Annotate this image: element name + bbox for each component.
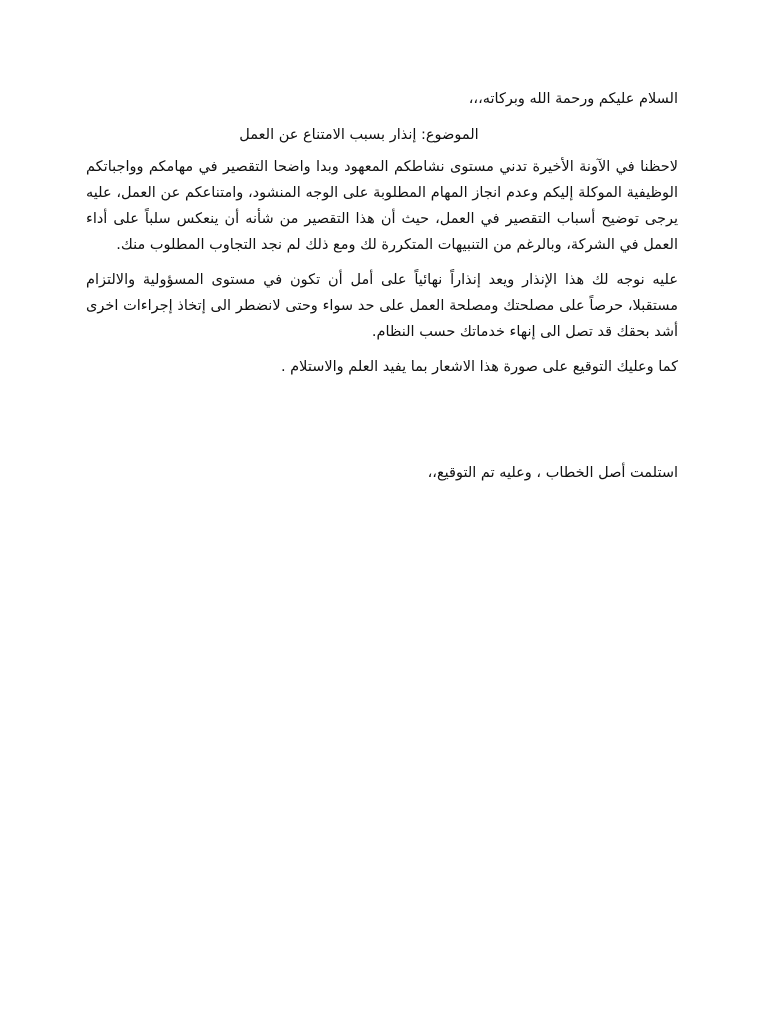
warning-letter xyxy=(86,86,678,486)
body-paragraph-signature-request: كما وعليك التوقيع على صورة هذا الاشعار بما يفيد العلم والاستلام . xyxy=(280,359,678,375)
greeting-line: السلام عليكم ورحمة الله وبركاته،،، xyxy=(468,91,678,107)
receipt-acknowledgement: استلمت أصل الخطاب ، وعليه تم التوقيع،، xyxy=(427,465,678,481)
body-paragraph-final-warning: عليه نوجه لك هذا الإنذار ويعد إنذاراً نهائياً على أمل أن تكون في مستوى المسؤولية والالتزام مستقبلا، حرصاً على مصلحتك ومصلحة العمل على حد سواء وحتى لانضطر الى إتخاذ إجراءات اخرى أشد بحقك قد تصل الى إنهاء خدماتك حسب النظام. xyxy=(86,272,678,340)
subject-line: الموضوع: إنذار بسبب الامتناع عن العمل xyxy=(239,127,479,143)
body-paragraph-observation: لاحظنا في الآونة الأخيرة تدني مستوى نشاطكم المعهود وبدا واضحا التقصير في مهامكم وواجباتكم الوظيفية الموكلة إليكم وعدم انجاز المهام المطلوبة على الوجه المنشود، وامتناعكم عن العمل، عليه يرجى توضيح أسباب التقصير في العمل، حيث أن هذا التقصير من شأنه أن ينعكس سلباً على أداء العمل في الشركة، وبالرغم من التنبيهات المتكررة لك ومع ذلك لم نجد التجاوب المطلوب منك. xyxy=(86,159,678,253)
